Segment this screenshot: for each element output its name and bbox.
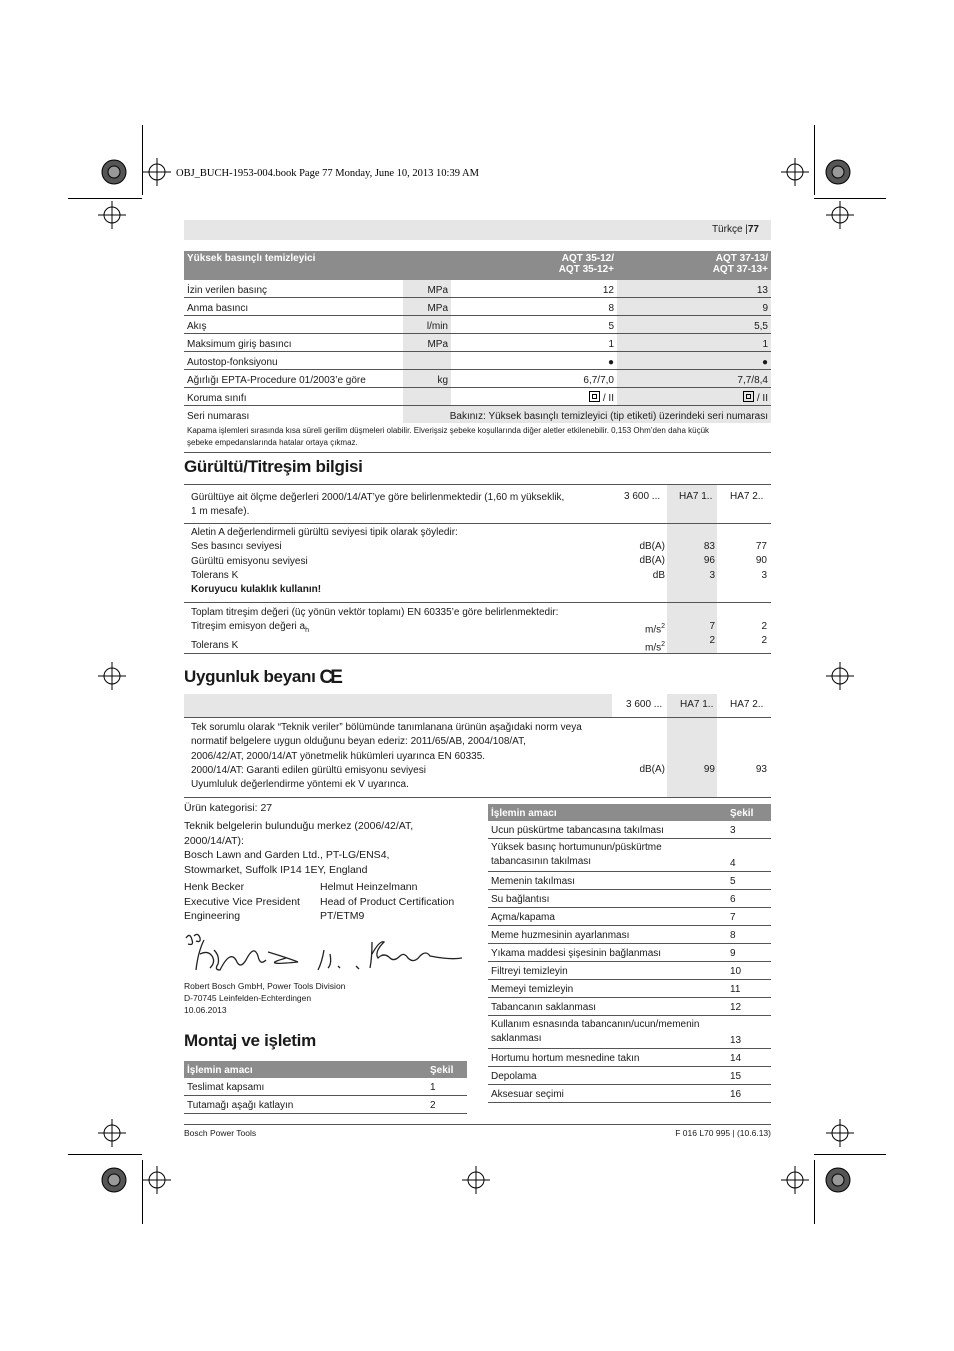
handwritten-signatures [182,930,462,980]
noise-intro: Aletin A değerlendirmeli gürültü seviyesi tipik olarak şöyledir: [191,527,458,538]
value: 7 [709,621,715,632]
table-row: İzin verilen basınç MPa 12 13 [184,280,771,298]
col-header: Şekil [727,804,771,821]
vibration-intro: Toplam titreşim değeri (üç yönün vektör toplamı) EN 60335’e göre belirlenmektedir: [191,607,559,618]
col-header: Şekil [427,1061,467,1078]
col-header: 3 600 ... [624,491,661,502]
product-category: Ürün kategorisi: 27 [184,802,273,814]
table-row: Ucun püskürtme tabancasına takılması 3 [488,821,771,839]
value: 93 [755,764,767,775]
noise-label: Ses basıncı seviyesi [191,541,282,553]
col-header: İşlemin amacı [184,1061,427,1078]
ear-protection-warning: Koruyucu kulaklık kullanın! [191,584,322,596]
vibration-label: Tolerans K [191,639,239,651]
table-row: Seri numarası Bakınız: Yüksek basınçlı temizleyici (tip etiketi) üzerindeki seri numarası [184,406,771,424]
col-header: İşlemin amacı [488,804,727,821]
table-row: Tutamağı aşağı katlayın 2 [184,1096,467,1114]
value: 90 [755,555,767,567]
assembly-table [184,1061,467,1114]
page-number: 77 [747,224,759,235]
table-row: Koruma sınıfı / II / II [184,388,771,406]
assembly-section-title: Montaj ve işletim [184,1031,316,1050]
value: 77 [755,541,767,552]
table-row: Ağırlığı EPTA-Procedure 01/2003’e göre kg 6,7/7,0 7,7/8,4 [184,370,771,388]
value: 3 [709,569,715,581]
conformity-section-title: Uygunluk beyanı CE [184,667,340,688]
noise-section-title: Gürültü/Titreşim bilgisi [184,457,363,476]
table-row: Memeyi temizleyin 11 [488,980,771,998]
table-row [184,718,771,798]
col-header: HA7 1.. [680,699,714,710]
value: 96 [703,555,715,567]
file-slug: OBJ_BUCH-1953-004.book Page 77 Monday, June 10, 2013 10:39 AM [176,168,479,179]
noise-measure-text: Gürültüye ait ölçme değerleri 2000/14/AT’ye göre belirlenmektedir (1,60 m yükseklik, 1 m mesafe). [191,492,565,517]
footer-doc-number: F 016 L70 995 | (10.6.13) [675,1128,771,1138]
table-row [184,524,771,603]
table-row: Filtreyi temizleyin 10 [488,962,771,980]
signatory-2: Helmut Heinzelmann Head of Product Certification PT/ETM9 [320,881,455,923]
language-label: Türkçe | [711,224,748,235]
unit: dB(A) [639,764,665,775]
vibration-label: Titreşim emisyon değeri $a_h$ [191,621,310,635]
table-row: Teslimat kapsamı 1 [184,1078,467,1096]
table-row [184,603,771,654]
unit: $m/s^2$ [644,640,665,653]
spec-footnote: Kapama işlemleri sırasında kısa süreli gerilim düşmeleri olabilir. Elverişsiz şebeke koşullarında diğer aletler etkilenebilir. 0,153 Ohm’den daha küçük şebeke empedanslarında hatalar ortaya çıkmaz. [184,423,771,453]
ce-mark-icon: CE [319,667,340,688]
table-row: Anma basıncı MPa 8 9 [184,298,771,316]
noise-label: Gürültü emisyonu seviyesi [191,555,308,567]
operations-table [488,804,771,1103]
page-header [712,224,759,235]
conformity-statement: Tek sorumlu olarak “Teknik veriler” bölümünde tanımlanana ürünün aşağıdaki norm veya normatif belgelere uygun olduğunu beyan ederiz: 2011/65/AB, 2004/108/AT, 2006/42/AT, 2000/14/AT yönetmelik hükümleri uyarınca EN 60335. 2000/14/AT: Garanti edilen gürültü emisyonu seviyesi Uyumluluk değerlendirme yöntemi ek V uyarınca. [191,722,582,791]
value: 2 [761,635,767,647]
table-row: Memenin takılması 5 [488,872,771,890]
unit: dB [652,569,665,581]
value: 2 [709,635,715,647]
value: 3 [761,569,767,581]
table-row: Tabancanın saklanması 12 [488,998,771,1016]
table-row: Autostop-fonksiyonu ● ● [184,352,771,370]
table-row: Maksimum giriş basıncı MPa 1 1 [184,334,771,352]
noise-table [184,484,771,654]
protection-class-icon [589,391,600,402]
table-row: Hortumu hortum mesnedine takın 14 [488,1049,771,1067]
spec-col1-header: AQT 35-12/ AQT 35-12+ [451,251,617,280]
technical-file-address: Teknik belgelerin bulunduğu merkez (2006/42/AT, 2000/14/AT): Bosch Lawn and Garden Ltd., PT-LG/ENS4, Stowmarket, Suffolk IP14 1EY, England [184,820,414,877]
unit: $m/s^2$ [644,623,665,636]
unit: dB(A) [639,555,665,567]
spec-table-title: Yüksek basınçlı temizleyici [184,251,451,280]
table-row [184,485,771,524]
spec-col2-header: AQT 37-13/ AQT 37-13+ [617,251,771,280]
value: 99 [703,764,715,775]
page-footer [184,1124,771,1138]
col-header: HA7 2.. [730,491,764,502]
page-header-bar [184,220,771,240]
value: 2 [761,621,767,632]
col-header: HA7 2.. [730,699,764,710]
table-row: Depolama 15 [488,1067,771,1085]
table-row: Su bağlantısı 6 [488,890,771,908]
noise-label: Tolerans K [191,569,239,581]
col-header: 3 600 ... [626,699,663,710]
table-row: Açma/kapama 7 [488,908,771,926]
unit: dB(A) [639,541,665,552]
company-address: Robert Bosch GmbH, Power Tools Division D-70745 Leinfelden-Echterdingen 10.06.2013 [184,981,346,1015]
footer-brand: Bosch Power Tools [184,1128,257,1138]
table-row: Meme huzmesinin ayarlanması 8 [488,926,771,944]
table-row: Yıkama maddesi şişesinin bağlanması 9 [488,944,771,962]
value: 83 [703,541,715,552]
table-row: Kullanım esnasında tabancanın/ucun/memenin saklanması 13 [488,1016,771,1049]
col-header: HA7 1.. [679,491,713,502]
table-row: Aksesuar seçimi 16 [488,1085,771,1103]
table-row: Akış l/min 5 5,5 [184,316,771,334]
conformity-table [184,694,771,798]
spec-table [184,251,771,453]
protection-class-icon [743,391,754,402]
table-row [184,694,771,718]
signatory-1: Henk Becker Executive Vice President Engineering [184,881,300,923]
table-row: Yüksek basınç hortumunun/püskürtme tabancasının takılması 4 [488,839,771,872]
